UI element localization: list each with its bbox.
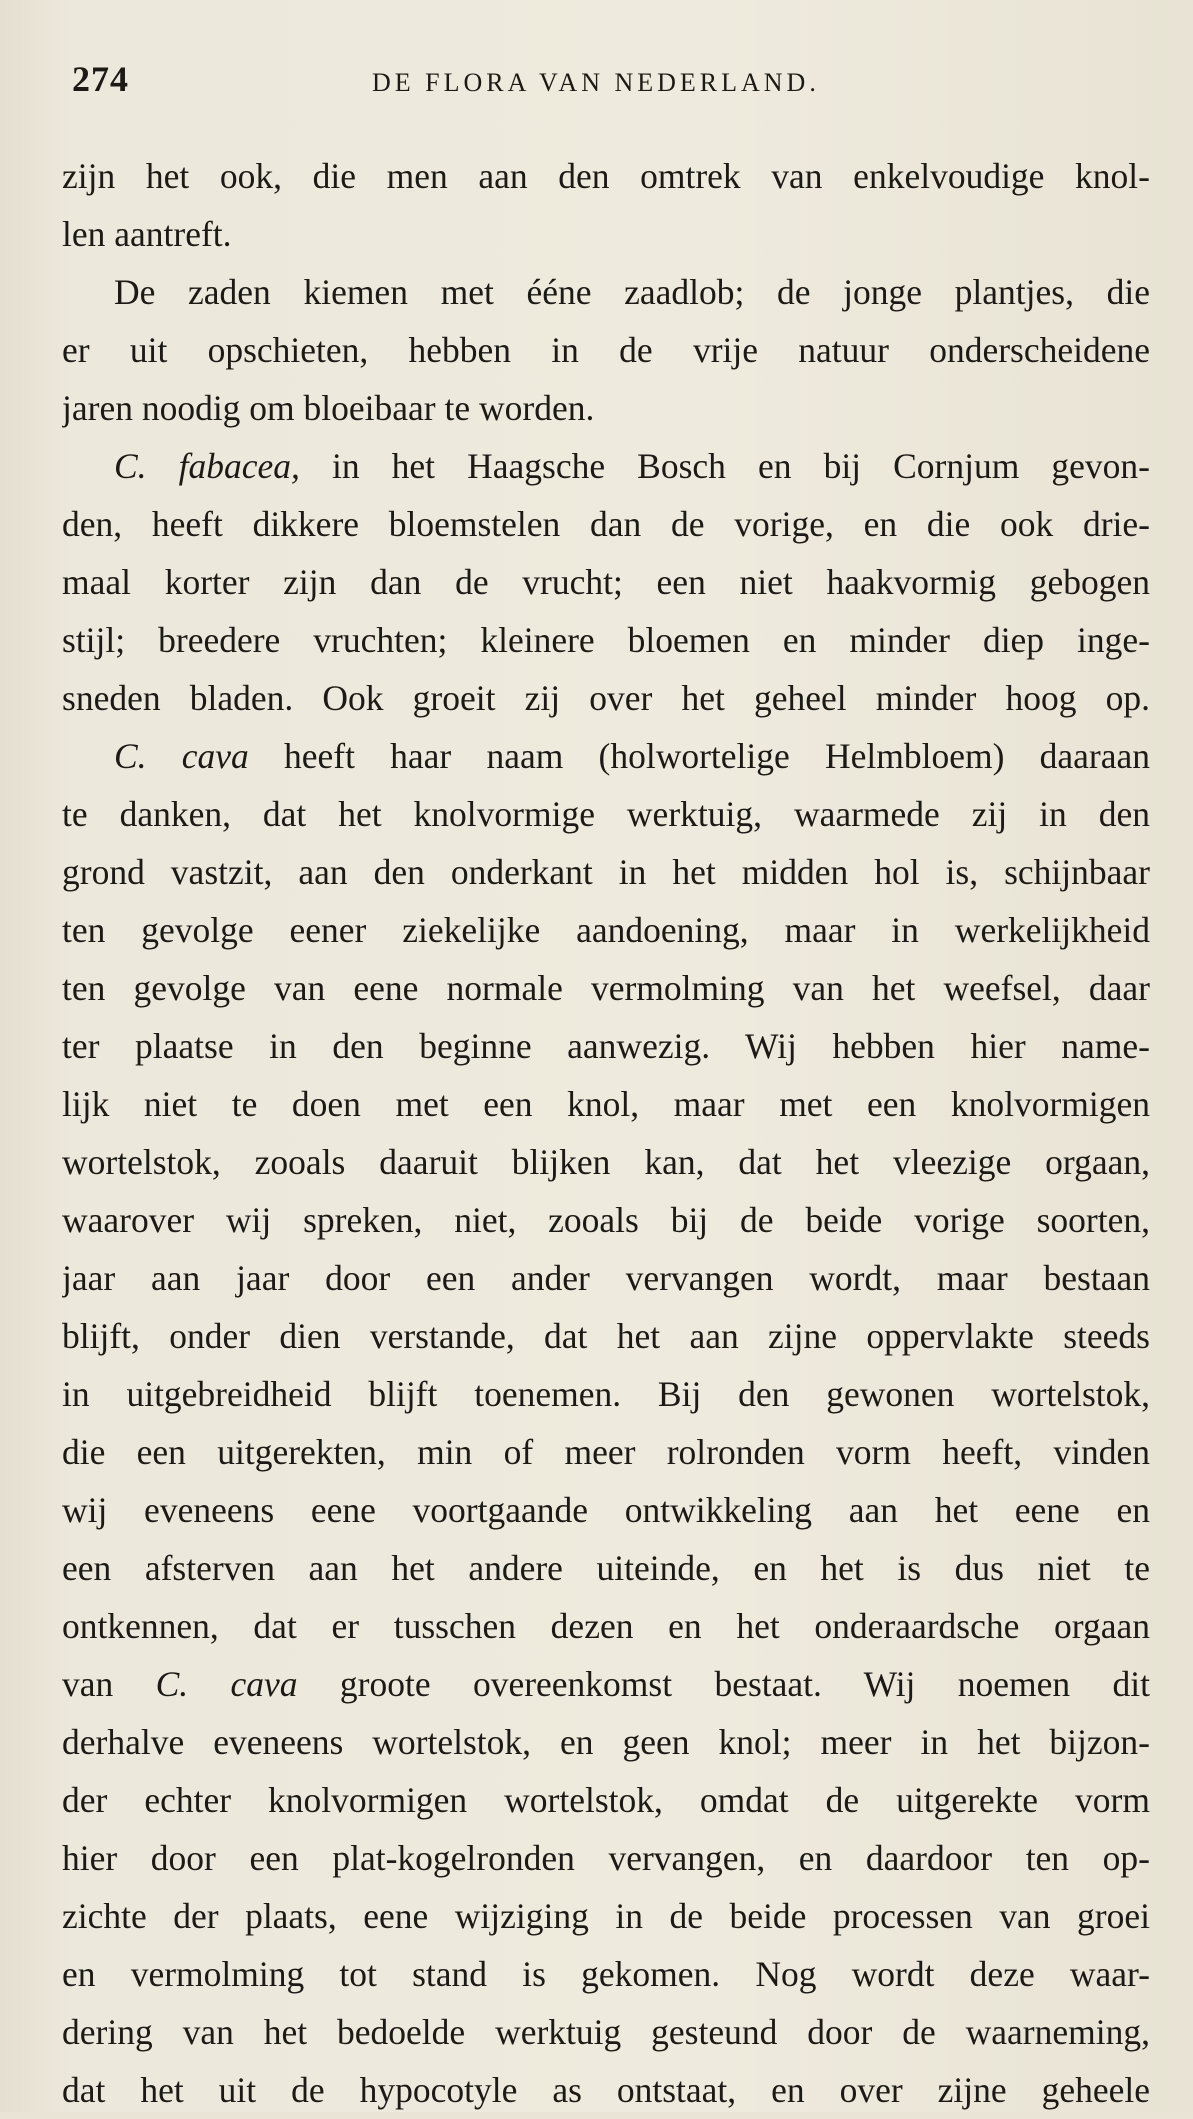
text-run: jaar aan jaar door een ander vervangen wordt, maar bestaan xyxy=(62,1258,1150,1298)
italic-species-name: C. cava xyxy=(155,1664,298,1704)
paragraph xyxy=(62,437,1150,727)
text-run: ontkennen, dat er tusschen dezen en het onderaardsche orgaan xyxy=(62,1606,1150,1646)
text-line xyxy=(62,1133,1150,1191)
text-run: sneden bladen. Ook groeit zij over het geheel minder hoog op. xyxy=(62,678,1150,718)
italic-species-name: C. cava xyxy=(114,736,249,776)
text-run: te danken, dat het knolvormige werktuig, waarmede zij in den xyxy=(62,794,1150,834)
text-line xyxy=(62,1191,1150,1249)
paragraph xyxy=(62,263,1150,437)
text-run: in het Haagsche Bosch en bij Cornjum gevon- xyxy=(299,446,1150,486)
text-line xyxy=(62,1481,1150,1539)
text-line xyxy=(62,611,1150,669)
text-run: een afsterven aan het andere uiteinde, en het is dus niet te xyxy=(62,1548,1150,1588)
text-line xyxy=(62,321,1150,379)
text-line xyxy=(62,843,1150,901)
text-run: wortelstok, zooals daaruit blijken kan, dat het vleezige orgaan, xyxy=(62,1142,1150,1182)
text-line xyxy=(62,553,1150,611)
text-line xyxy=(62,1423,1150,1481)
text-line xyxy=(62,1597,1150,1655)
text-run: zijn het ook, die men aan den omtrek van enkelvoudige knol- xyxy=(62,156,1150,196)
text-line xyxy=(62,1075,1150,1133)
text-line xyxy=(62,669,1150,727)
text-line xyxy=(62,205,1150,263)
text-line xyxy=(62,1945,1150,2003)
text-line xyxy=(62,147,1150,205)
text-run: len aantreft. xyxy=(62,214,232,254)
text-line xyxy=(62,263,1150,321)
text-line xyxy=(62,1539,1150,1597)
text-run: dering van het bedoelde werktuig gesteund door de waarneming, xyxy=(62,2012,1150,2052)
text-line xyxy=(62,437,1150,495)
text-run: jaren noodig om bloeibaar te worden. xyxy=(62,388,595,428)
text-run: De zaden kiemen met ééne zaadlob; de jonge plantjes, die xyxy=(114,272,1150,312)
text-line xyxy=(62,1017,1150,1075)
text-run: maal korter zijn dan de vrucht; een niet haakvormig gebogen xyxy=(62,562,1150,602)
paragraph xyxy=(62,147,1150,263)
text-run: er uit opschieten, hebben in de vrije natuur onderscheidene xyxy=(62,330,1150,370)
text-run: dat het uit de hypocotyle as ontstaat, en over zijne geheele xyxy=(62,2070,1150,2110)
text-run: die een uitgerekten, min of meer rolronden vorm heeft, vinden xyxy=(62,1432,1150,1472)
paragraph xyxy=(62,727,1150,2119)
body-text xyxy=(62,147,1150,2119)
text-run: van xyxy=(62,1664,156,1704)
text-line xyxy=(62,495,1150,553)
text-run: en vermolming tot stand is gekomen. Nog wordt deze waar- xyxy=(62,1954,1150,1994)
text-run: ten gevolge eener ziekelijke aandoening, maar in werkelijkheid xyxy=(62,910,1150,950)
text-run: grond vastzit, aan den onderkant in het midden hol is, schijnbaar xyxy=(62,852,1150,892)
text-run: ten gevolge van eene normale vermolming van het weefsel, daar xyxy=(62,968,1150,1008)
text-line xyxy=(62,959,1150,1017)
text-run: den, heeft dikkere bloemstelen dan de vorige, en die ook drie- xyxy=(62,504,1150,544)
text-run: wij eveneens eene voortgaande ontwikkeling aan het eene en xyxy=(62,1490,1150,1530)
text-line xyxy=(62,2061,1150,2119)
text-line xyxy=(62,1887,1150,1945)
text-line xyxy=(62,1365,1150,1423)
text-run: zichte der plaats, eene wijziging in de beide processen van groei xyxy=(62,1896,1150,1936)
text-run: der echter knolvormigen wortelstok, omdat de uitgerekte vorm xyxy=(62,1780,1150,1820)
italic-species-name: C. fabacea, xyxy=(114,446,300,486)
text-run: blijft, onder dien verstande, dat het aan zijne oppervlakte steeds xyxy=(62,1316,1150,1356)
running-title: DE FLORA VAN NEDERLAND. xyxy=(372,68,820,97)
text-line xyxy=(62,1249,1150,1307)
text-run: heeft haar naam (holwortelige Helmbloem) daaraan xyxy=(248,736,1150,776)
text-run: in uitgebreidheid blijft toenemen. Bij den gewonen wortelstok, xyxy=(62,1374,1150,1414)
text-run: derhalve eveneens wortelstok, en geen knol; meer in het bijzon- xyxy=(62,1722,1150,1762)
text-run: stijl; breedere vruchten; kleinere bloemen en minder diep inge- xyxy=(62,620,1150,660)
page-number: 274 xyxy=(72,59,129,99)
text-run: ter plaatse in den beginne aanwezig. Wij hebben hier name- xyxy=(62,1026,1150,1066)
text-line xyxy=(62,1307,1150,1365)
text-line xyxy=(62,1655,1150,1713)
text-line xyxy=(62,901,1150,959)
text-run: lijk niet te doen met een knol, maar met een knolvormigen xyxy=(62,1084,1150,1124)
text-line xyxy=(62,785,1150,843)
text-line xyxy=(62,727,1150,785)
running-head xyxy=(72,58,1141,108)
text-line xyxy=(62,2003,1150,2061)
text-run: groote overeenkomst bestaat. Wij noemen dit xyxy=(297,1664,1150,1704)
text-line xyxy=(62,1829,1150,1887)
text-line xyxy=(62,1713,1150,1771)
text-run: waarover wij spreken, niet, zooals bij de beide vorige soorten, xyxy=(62,1200,1150,1240)
text-line xyxy=(62,379,1150,437)
text-line xyxy=(62,1771,1150,1829)
text-run: hier door een plat-kogelronden vervangen, en daardoor ten op- xyxy=(62,1838,1150,1878)
